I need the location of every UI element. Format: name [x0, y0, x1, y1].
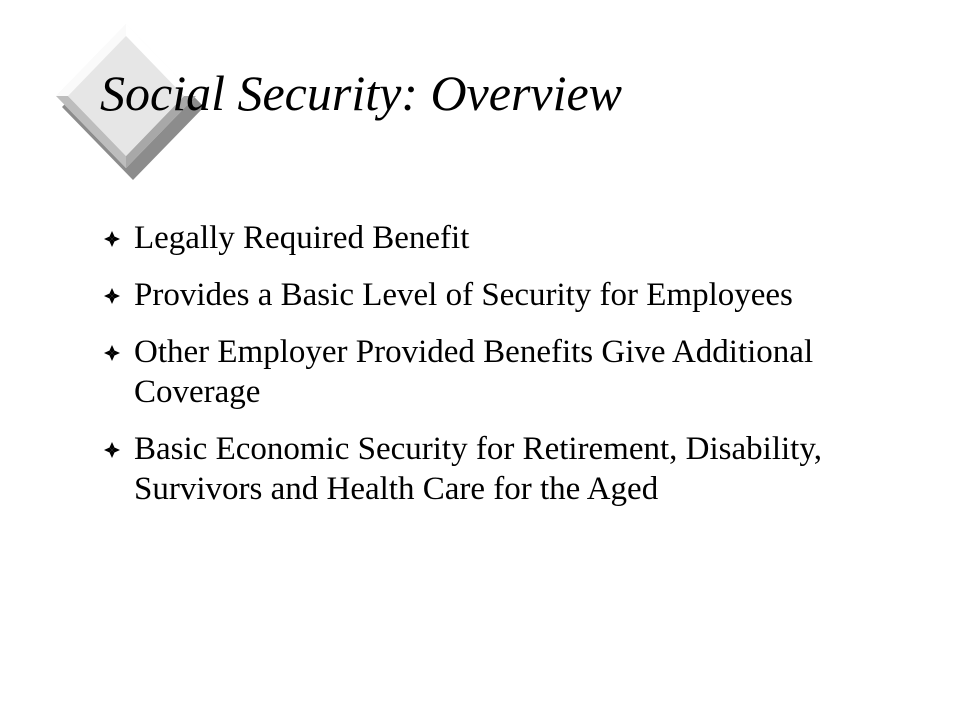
diamond-quad-bullet-icon	[104, 288, 120, 304]
bullet-item	[104, 429, 904, 509]
bullet-list	[104, 218, 904, 526]
bullet-text: Basic Economic Security for Retirement, Disability, Survivors and Health Care for the Aged	[134, 431, 822, 507]
bullet-item	[104, 218, 904, 258]
bullet-item	[104, 332, 904, 412]
bullet-text: Other Employer Provided Benefits Give Additional Coverage	[134, 334, 814, 410]
bullet-item	[104, 275, 904, 315]
bullet-text: Legally Required Benefit	[134, 220, 470, 256]
diamond-quad-bullet-icon	[104, 231, 120, 247]
bullet-text: Provides a Basic Level of Security for Employees	[134, 277, 793, 313]
diamond-quad-bullet-icon	[104, 345, 120, 361]
slide-title: Social Security: Overview	[100, 65, 623, 121]
diamond-quad-bullet-icon	[104, 442, 120, 458]
